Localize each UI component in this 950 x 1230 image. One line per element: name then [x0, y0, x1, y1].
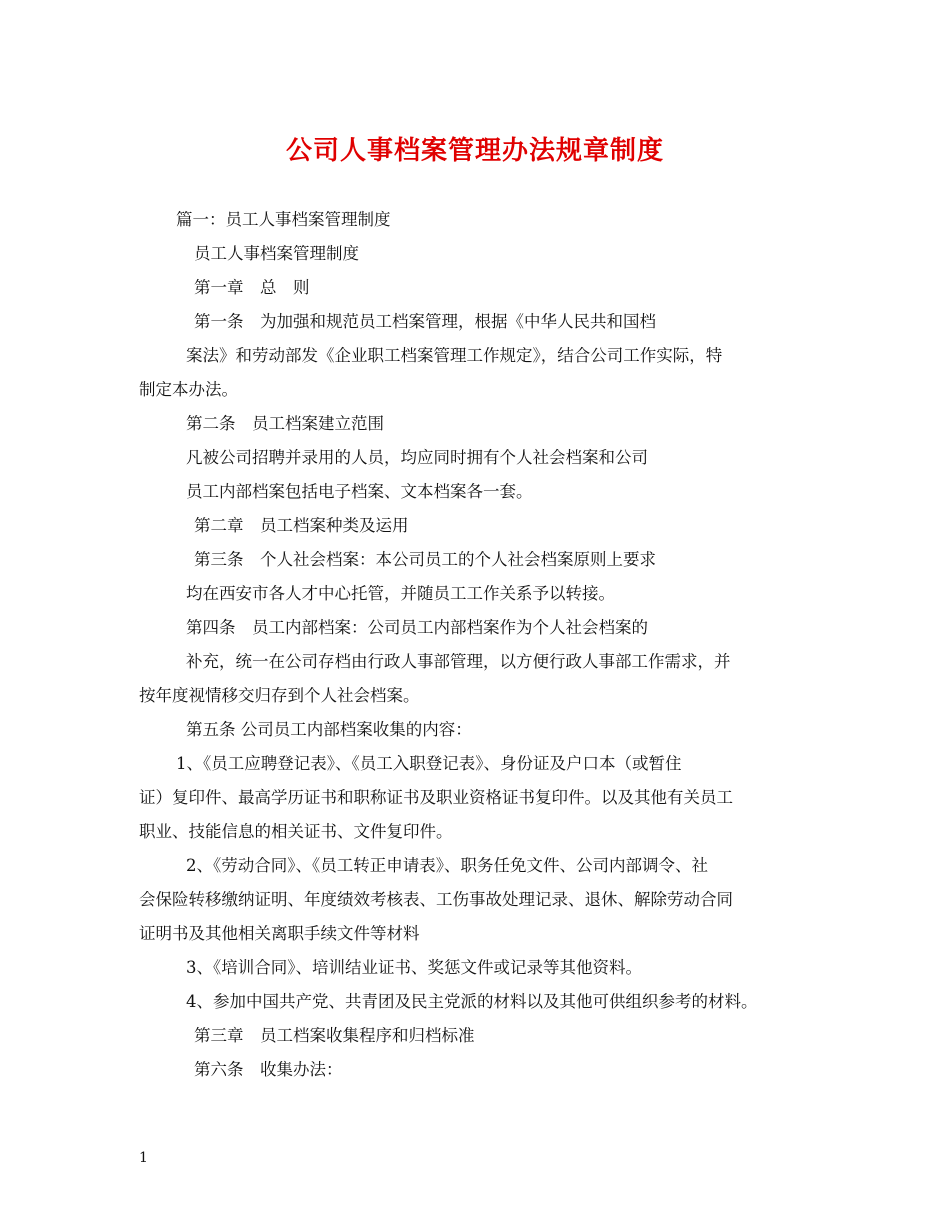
article-four-line-2: 补充，统一在公司存档由行政人事部管理，以方便行政人事部工作需求，并	[186, 652, 731, 671]
item-four-line: 4、参加中国共产党、共青团及民主党派的材料以及其他可供组织参考的材料。	[186, 992, 758, 1011]
item-two-line-3: 证明书及其他相关离职手续文件等材料	[139, 924, 420, 943]
item-one-line-3: 职业、技能信息的相关证书、文件复印件。	[139, 822, 453, 841]
item-one-line-1: 1、《员工应聘登记表》、《员工入职登记表》、身份证及户口本（或暂住	[176, 754, 682, 773]
article-five-heading: 第五条 公司员工内部档案收集的内容：	[186, 720, 472, 739]
document-title: 公司人事档案管理办法规章制度	[285, 136, 664, 166]
article-one-line-3: 制定本办法。	[139, 380, 238, 399]
page-number: 1	[139, 1150, 148, 1166]
article-two-heading: 第二条 员工档案建立范围	[186, 414, 384, 433]
chapter-one-heading: 第一章 总 则	[194, 278, 310, 297]
item-two-line-1: 2、《劳动合同》、《员工转正申请表》、职务任免文件、公司内部调令、社	[186, 856, 708, 875]
item-one-line-2: 证）复印件、最高学历证书和职称证书及职业资格证书复印件。以及其他有关员工	[139, 788, 733, 807]
section-heading-part-one: 篇一：员工人事档案管理制度	[176, 210, 391, 229]
article-one-line-2: 案法》和劳动部发《企业职工档案管理工作规定》，结合公司工作实际，特	[186, 346, 723, 365]
article-four-line-3: 按年度视情移交归存到个人社会档案。	[139, 686, 420, 705]
article-four-line-1: 第四条 员工内部档案：公司员工内部档案作为个人社会档案的	[186, 618, 648, 637]
article-two-line-1: 凡被公司招聘并录用的人员，均应同时拥有个人社会档案和公司	[186, 448, 648, 467]
chapter-two-heading: 第二章 员工档案种类及运用	[194, 516, 409, 535]
item-two-line-2: 会保险转移缴纳证明、年度绩效考核表、工伤事故处理记录、退休、解除劳动合同	[139, 890, 733, 909]
article-one-line-1: 第一条 为加强和规范员工档案管理，根据《中华人民共和国档	[194, 312, 656, 331]
article-six-heading: 第六条 收集办法：	[194, 1060, 343, 1079]
chapter-three-heading: 第三章 员工档案收集程序和归档标准	[194, 1026, 475, 1045]
article-two-line-2: 员工内部档案包括电子档案、文本档案各一套。	[186, 482, 533, 501]
subtitle-line: 员工人事档案管理制度	[194, 244, 359, 263]
article-three-line-1: 第三条 个人社会档案：本公司员工的个人社会档案原则上要求	[194, 550, 656, 569]
item-three-line: 3、《培训合同》、培训结业证书、奖惩文件或记录等其他资料。	[186, 958, 642, 977]
article-three-line-2: 均在西安市各人才中心托管，并随员工工作关系予以转接。	[186, 584, 615, 603]
